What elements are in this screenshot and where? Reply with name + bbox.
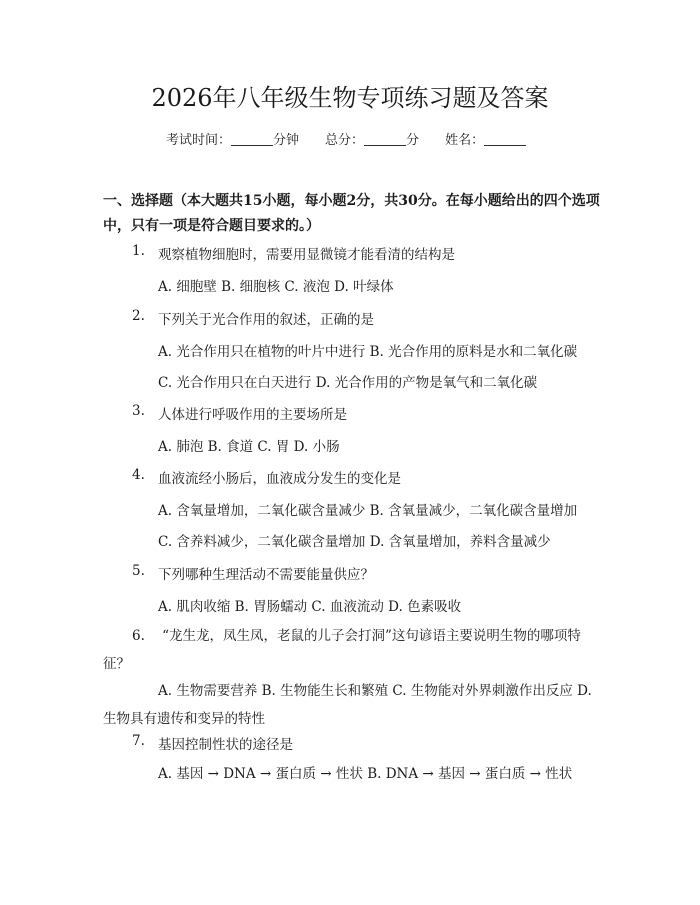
score-label: 总分： xyxy=(325,133,365,148)
question-stem: 血液流经小肠后，血液成分发生的变化是 xyxy=(158,471,401,487)
option-line: A. 肺泡 B. 食道 C. 胃 D. 小肠 xyxy=(158,439,340,455)
name-label: 姓名： xyxy=(445,133,485,148)
question-number: 7. xyxy=(132,733,145,749)
question-number: 3. xyxy=(132,403,145,419)
question-stem: “龙生龙，凤生凤，老鼠的儿子会打洞”这句谚语主要说明生物的哪项特征？ xyxy=(103,628,581,672)
option-line: A. 基因 → DNA → 蛋白质 → 性状 B. DNA → 基因 → 蛋白质 → 性状 xyxy=(158,766,573,782)
question-stem: 下列哪种生理活动不需要能量供应？ xyxy=(158,567,374,583)
question-text xyxy=(103,622,593,678)
time-label: 考试时间： xyxy=(166,133,232,148)
option-line: A. 细胞壁 B. 细胞核 C. 液泡 D. 叶绿体 xyxy=(158,279,394,295)
option-line: A. 光合作用只在植物的叶片中进行 B. 光合作用的原料是水和二氧化碳 xyxy=(158,344,578,360)
option-line: C. 含养料减少，二氧化碳含量增加 D. 含氧量增加，养料含量减少 xyxy=(158,534,551,550)
question-stem: 观察植物细胞时，需要用显微镜才能看清的结构是 xyxy=(158,247,455,263)
section-heading: 一、选择题（本大题共15小题，每小题2分，共30分。在每小题给出的四个选项中，只有一项是符合题目要求的。） xyxy=(103,193,600,234)
score-blank xyxy=(364,131,406,146)
page-title: 2026年八年级生物专项练习题及答案 xyxy=(151,84,549,112)
option-line: A. 生物需要营养 B. 生物能生长和繁殖 C. 生物能对外界刺激作出反应 D. 生物具有遗传和变异的特性 xyxy=(103,683,592,727)
time-blank xyxy=(231,131,273,146)
name-blank xyxy=(484,131,526,146)
question-stem: 基因控制性状的途径是 xyxy=(158,737,293,753)
question-6 xyxy=(103,622,593,678)
question-number: 5. xyxy=(132,563,145,579)
exam-info-line xyxy=(166,130,526,152)
question-number: 4. xyxy=(132,467,145,483)
time-unit: 分钟 xyxy=(273,133,300,148)
question-number: 1. xyxy=(132,243,145,259)
question-number: 6. xyxy=(132,628,145,644)
option-line: C. 光合作用只在白天进行 D. 光合作用的产物是氧气和二氧化碳 xyxy=(158,375,538,391)
question-stem: 人体进行呼吸作用的主要场所是 xyxy=(158,407,347,423)
question-number: 2. xyxy=(132,308,145,324)
question-stem: 下列关于光合作用的叙述，正确的是 xyxy=(158,312,374,328)
option-line: A. 肌肉收缩 B. 胃肠蠕动 C. 血液流动 D. 色素吸收 xyxy=(158,599,462,615)
option-line: A. 含氧量增加，二氧化碳含量减少 B. 含氧量减少，二氧化碳含量增加 xyxy=(158,503,578,519)
score-unit: 分 xyxy=(406,133,420,148)
